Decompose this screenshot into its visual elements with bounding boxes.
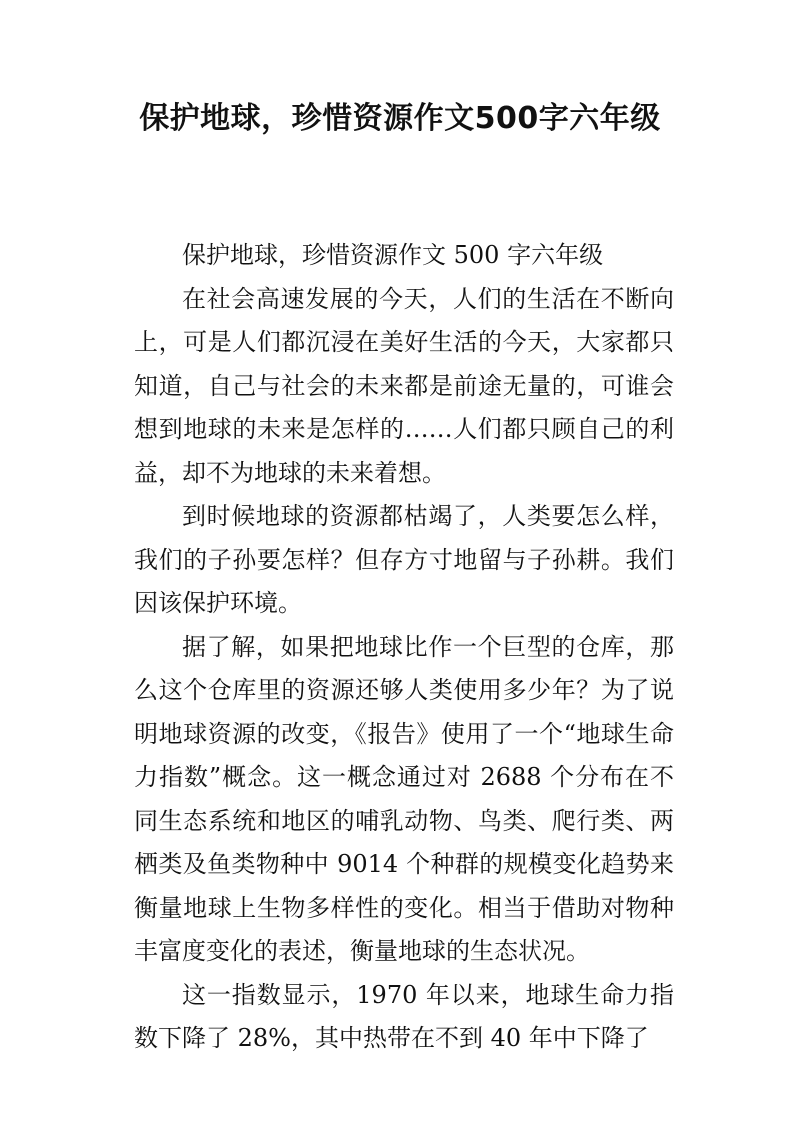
paragraph-4: 这一指数显示，1970 年以来，地球生命力指数下降了 28%，其中热带在不到 40 年中下降了 (134, 980, 674, 1052)
paragraph-1: 在社会高速发展的今天，人们的生活在不断向上，可是人们都沉浸在美好生活的今天，大家都只知道，自己与社会的未来都是前途无量的，可谁会想到地球的未来是怎样的……人们都只顾自己的利益，却不为地球的未来着想。 (134, 284, 674, 487)
document-body (134, 234, 674, 1061)
document-subtitle: 保护地球，珍惜资源作文 500 字六年级 (182, 241, 604, 269)
paragraph-2: 到时候地球的资源都枯竭了，人类要怎么样，我们的子孙要怎样？但存方寸地留与子孙耕。我们因该保护环境。 (134, 502, 674, 617)
document-title: 保护地球，珍惜资源作文500字六年级 (139, 101, 661, 136)
paragraph-3: 据了解，如果把地球比作一个巨型的仓库，那么这个仓库里的资源还够人类使用多少年？为了说明地球资源的改变，《报告》使用了一个“地球生命力指数”概念。这一概念通过对 2688 个分布在不同生态系统和地区的哺乳动物、鸟类、爬行类、两栖类及鱼类物种中 9014 个种群的规模变化趋势来衡量地球上生物多样性的变化。相当于借助对物种丰富度变化的表述，衡量地球的生态状况。 (134, 632, 674, 965)
